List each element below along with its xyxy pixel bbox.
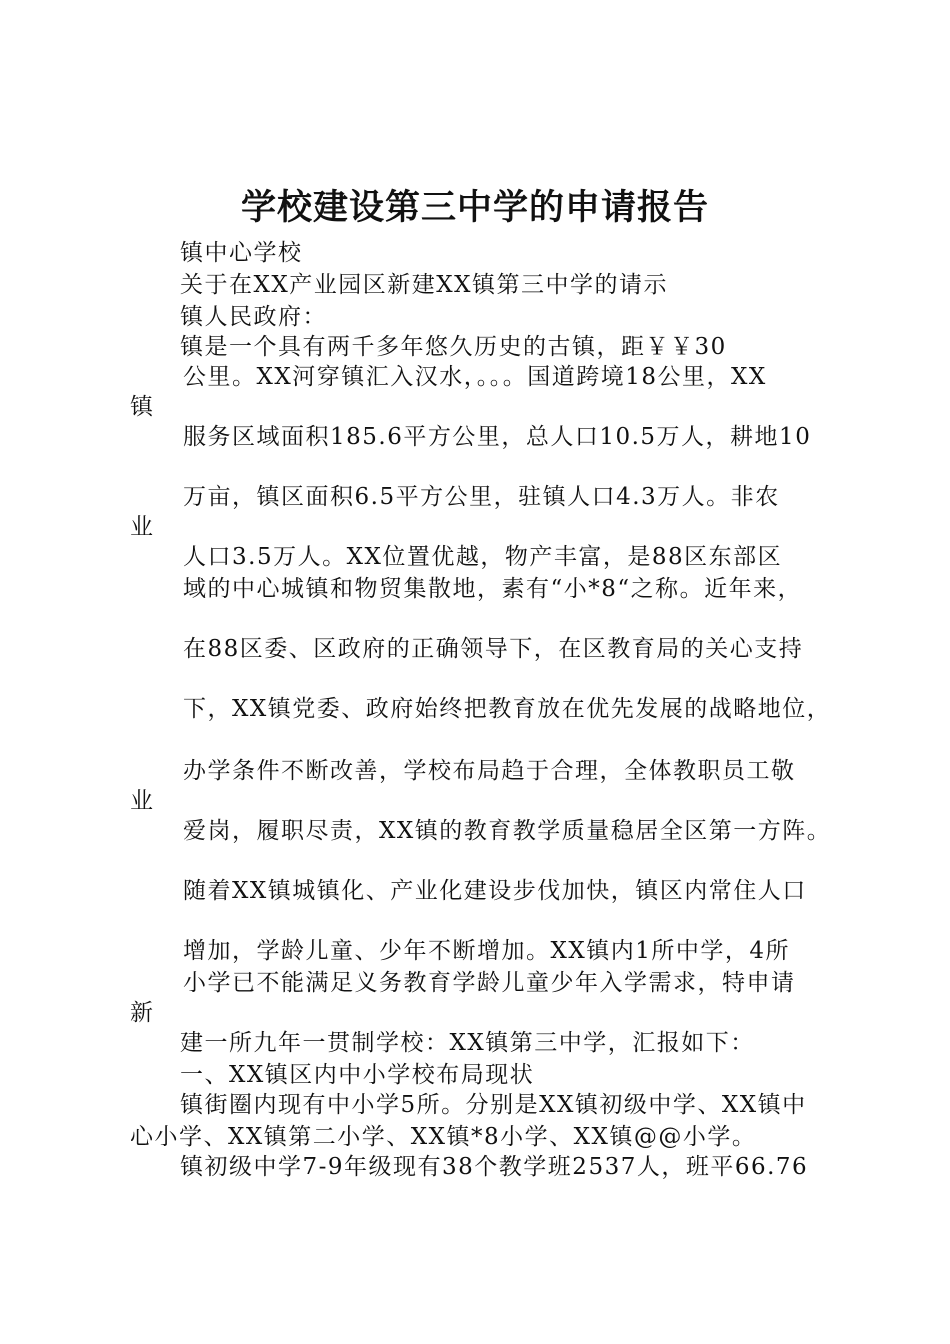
text-line: 关于在XX产业园区新建XX镇第三中学的请示 (180, 272, 668, 298)
text-line: 人口3.5万人。XX位置优越，物产丰富，是88区东部区 (183, 544, 783, 570)
text-line: 小学已不能满足义务教育学龄儿童少年入学需求，特申请 (183, 970, 796, 996)
text-line: 办学条件不断改善，学校布局趋于合理，全体教职员工敬 (183, 758, 796, 784)
text-line: 镇人民政府： (180, 304, 327, 330)
text-line: 服务区域面积185.6平方公里，总人口10.5万人，耕地10 (183, 424, 812, 450)
text-line: 镇初级中学7-9年级现有38个教学班2537人，班平66.76 (180, 1154, 809, 1180)
text-line: 万亩，镇区面积6.5平方公里，驻镇人口4.3万人。非农 (183, 484, 780, 510)
text-line: 新 (130, 1000, 155, 1026)
text-line: 心小学、XX镇第二小学、XX镇*8小学、XX镇@@小学。 (130, 1124, 757, 1150)
text-line: 增加，学龄儿童、少年不断增加。XX镇内1所中学，4所 (183, 938, 791, 964)
text-line: 爱岗，履职尽责，XX镇的教育教学质量稳居全区第一方阵。 (183, 818, 832, 844)
text-line: 随着XX镇城镇化、产业化建设步伐加快，镇区内常住人口 (183, 878, 807, 904)
text-line: 下，XX镇党委、政府始终把教育放在优先发展的战略地位， (183, 696, 832, 722)
text-line: 业 (130, 514, 155, 540)
text-line: 一、XX镇区内中小学校布局现状 (180, 1062, 535, 1088)
text-line: 镇 (130, 394, 155, 420)
text-line: 域的中心城镇和物贸集散地，素有“小*8“之称。近年来， (183, 576, 803, 602)
text-line: 在88区委、区政府的正确领导下，在区教育局的关心支持 (183, 636, 804, 662)
text-line: 镇街圈内现有中小学5所。分别是XX镇初级中学、XX镇中 (180, 1092, 807, 1118)
text-line: 镇中心学校 (180, 240, 303, 266)
text-line: 镇是一个具有两千多年悠久历史的古镇，距￥￥30 (180, 334, 727, 360)
document-title: 学校建设第三中学的申请报告 (240, 188, 709, 228)
text-line: 业 (130, 788, 155, 814)
text-line: 建一所九年一贯制学校：XX镇第三中学，汇报如下： (180, 1030, 755, 1056)
text-line: 公里。XX河穿镇汇入汉水，。。。国道跨境18公里，XX (183, 364, 767, 390)
